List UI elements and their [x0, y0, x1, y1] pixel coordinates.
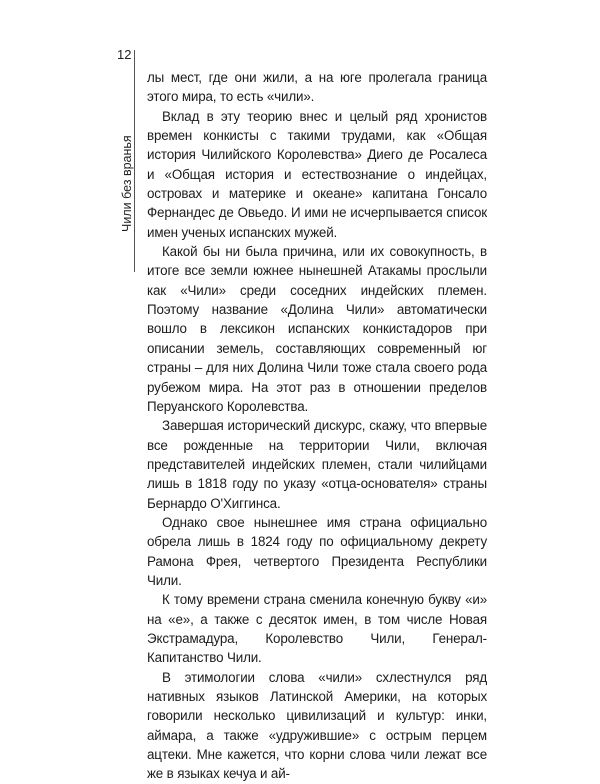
paragraph: В этимологии слова «чили» схлестнулся ряд нативных языков Латинской Америки, на которых говорили несколько цивилизаций и культур: инки, аймара, а также «удружившие» с острым перцем ацтеки. Мне кажется, что корни слова чили лежат все же в языках кечуа и ай- — [147, 669, 487, 782]
running-title-text: Чили без вранья — [120, 135, 134, 232]
margin-rule — [134, 50, 135, 272]
paragraph: Какой бы ни была причина, или их совокупность, в итоге все земли южнее нынешней Атакамы прослыли как «Чили» среди соседних индейских племен. Поэтому название «Долина Чили» автоматически вошло в лексикон испанских конкистадоров при описании земель, составляющих современный юг страны – для них Долина Чили тоже стала своего рода рубежом мира. На этот раз в отношении пределов Перуанского Королевства. — [147, 244, 487, 414]
paragraph: Однако свое нынешнее имя страна официально обрела лишь в 1824 году по официальному декрету Рамона Фрея, четвертого Президента Республики Чили. — [147, 514, 487, 588]
paragraph: К тому времени страна сменила конечную букву «и» на «е», а также с десяток имен, в том числе Новая Экстрамадура, Королевство Чили, Генерал-Капитанство Чили. — [147, 592, 487, 666]
paragraph-continued: лы мест, где они жили, а на юге пролегала граница этого мира, то есть «чили». — [147, 70, 487, 105]
body-text — [147, 68, 487, 784]
page-number: 12 — [117, 47, 132, 62]
paragraph: Вклад в эту теорию внес и целый ряд хронистов времен конкисты с такими трудами, как «Общая история Чилийского Королевства» Диего де Росалеса и «Общая история и естествознание о индейцах, островах и материке и океане» капитана Гонсало Фернандес де Овьедо. И ими не исчерпывается список имен ученых испанских мужей. — [147, 108, 487, 240]
paragraph: Завершая исторический дискурс, скажу, что впервые все рожденные на территории Чили, включая представителей индейских племен, стали чилийцами лишь в 1818 году по указу «отца-основателя» страны Бернардо О'Хиггинса. — [147, 418, 487, 511]
